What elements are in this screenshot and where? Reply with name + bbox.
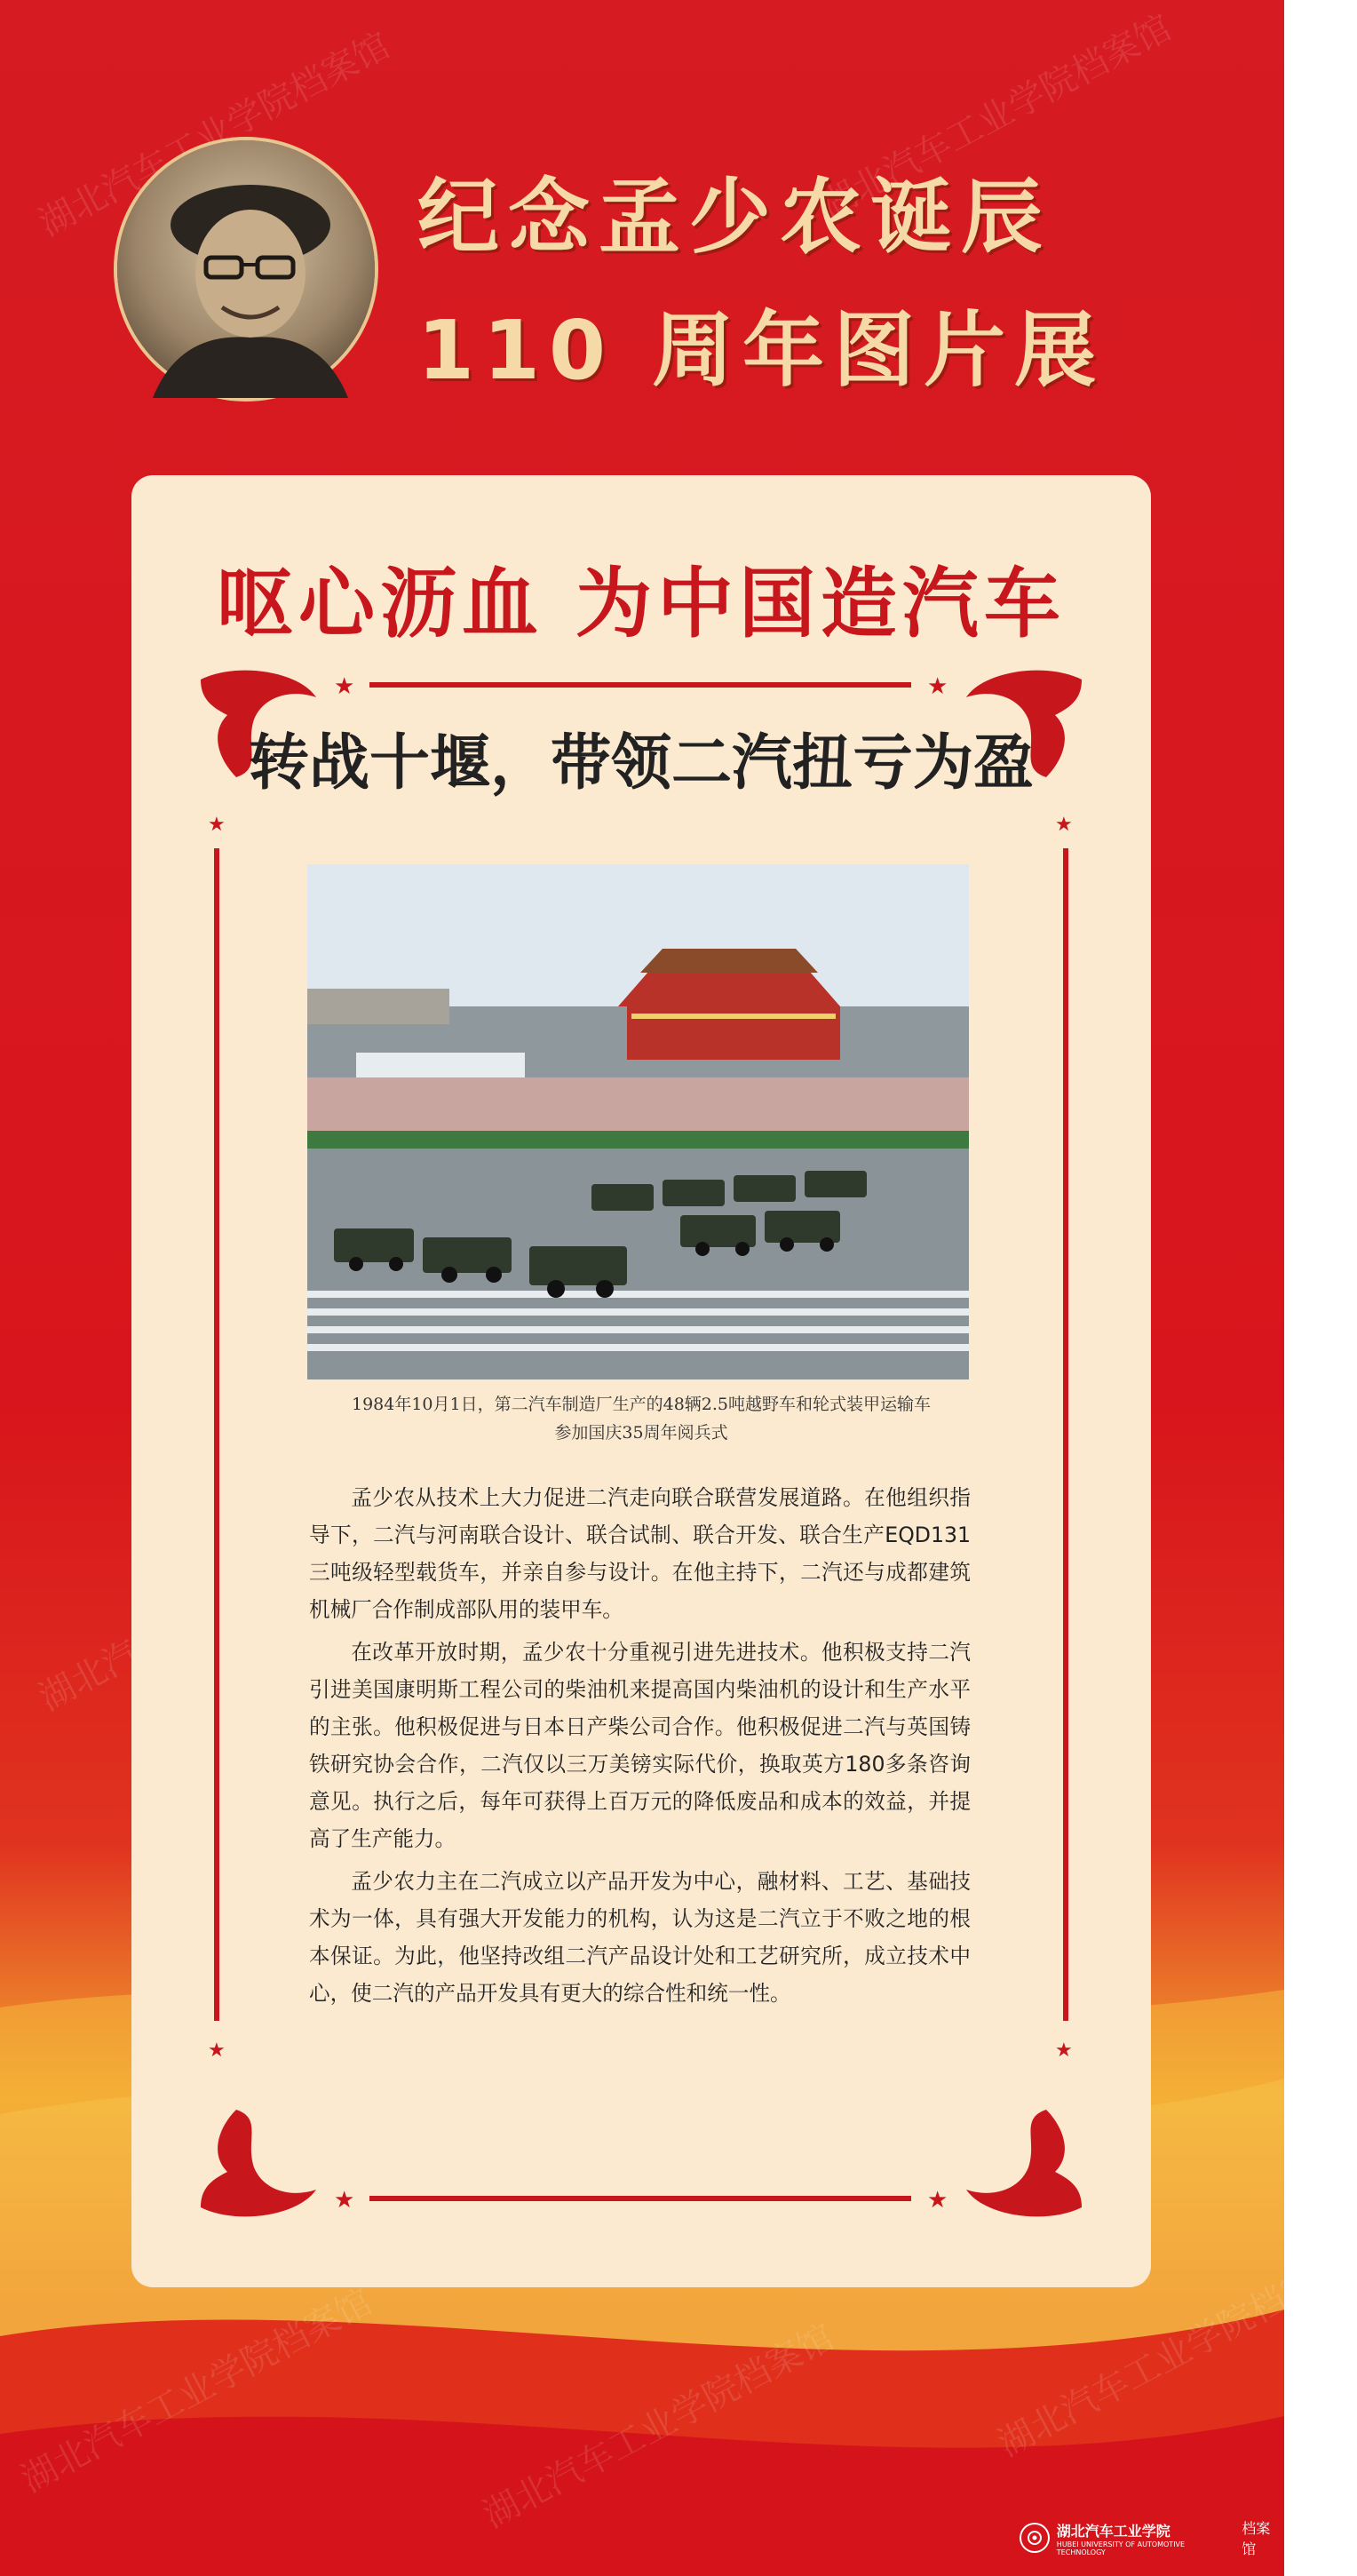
section-title: 呕心沥血 为中国造汽车	[217, 560, 1066, 648]
sub-title: 转战十堰，带领二汽扭亏为盈	[248, 728, 1034, 799]
photo-caption-line-2: 参加国庆35周年阅兵式	[554, 1423, 728, 1443]
title-line-2: 110 周年图片展	[417, 303, 1106, 398]
photo-caption	[238, 1390, 1044, 1447]
photo-caption-line-1: 1984年10月1日，第二汽车制造厂生产的48辆2.5吨越野车和轮式装甲运输车	[351, 1395, 931, 1414]
school-emblem-icon	[1020, 2523, 1050, 2553]
svg-text:★: ★	[1055, 814, 1073, 836]
svg-text:★: ★	[208, 2039, 226, 2062]
svg-text:★: ★	[927, 673, 948, 700]
school-logo	[1020, 2520, 1284, 2557]
body-text	[309, 1479, 971, 2017]
parade-illustration	[307, 864, 969, 1379]
svg-text:★: ★	[208, 814, 226, 836]
exhibition-title	[417, 151, 1217, 417]
title-line-1: 纪念孟少农诞辰	[417, 170, 1052, 265]
school-name-en: HUBEI UNIVERSITY OF AUTOMOTIVE TECHNOLOGY	[1056, 2540, 1186, 2556]
portrait-illustration	[117, 140, 375, 398]
svg-text:★: ★	[334, 2187, 355, 2214]
svg-text:★: ★	[1055, 2039, 1073, 2062]
paragraph: 孟少农力主在二汽成立以产品开发为中心，融材料、工艺、基础技术为一体，具有强大开发能力的机构，认为这是二汽立于不败之地的根本保证。为此，他坚持改组二汽产品设计处和工艺研究所，成立技术中心，使二汽的产品开发具有更大的综合性和统一性。	[309, 1869, 971, 2006]
portrait-photo	[117, 140, 375, 398]
svg-text:★: ★	[334, 673, 355, 700]
parade-photo	[307, 864, 969, 1379]
archive-label: 档案馆	[1242, 2520, 1271, 2557]
svg-text:★: ★	[927, 2187, 948, 2214]
paragraph: 孟少农从技术上大力促进二汽走向联合联营发展道路。在他组织指导下，二汽与河南联合设计、联合试制、联合开发、联合生产EQD131三吨级轻型载货车，并亲自参与设计。在他主持下，二汽还与成都建筑机械厂合作制成部队用的装甲车。	[309, 1485, 971, 1622]
school-name: 湖北汽车工业学院	[1056, 2522, 1171, 2540]
school-name-block	[1057, 2520, 1235, 2556]
paragraph: 在改革开放时期，孟少农十分重视引进先进技术。他积极支持二汽引进美国康明斯工程公司的柴油机来提高国内柴油机的设计和生产水平的主张。他积极促进与日本日产柴公司合作。他积极促进二汽与英国铸铁研究协会合作，二汽仅以三万美镑实际代价，换取英方180多条咨询意见。执行之后，每年可获得上百万元的降低废品和成本的效益，并提高了生产能力。	[309, 1640, 971, 1851]
content-panel	[131, 475, 1151, 2287]
